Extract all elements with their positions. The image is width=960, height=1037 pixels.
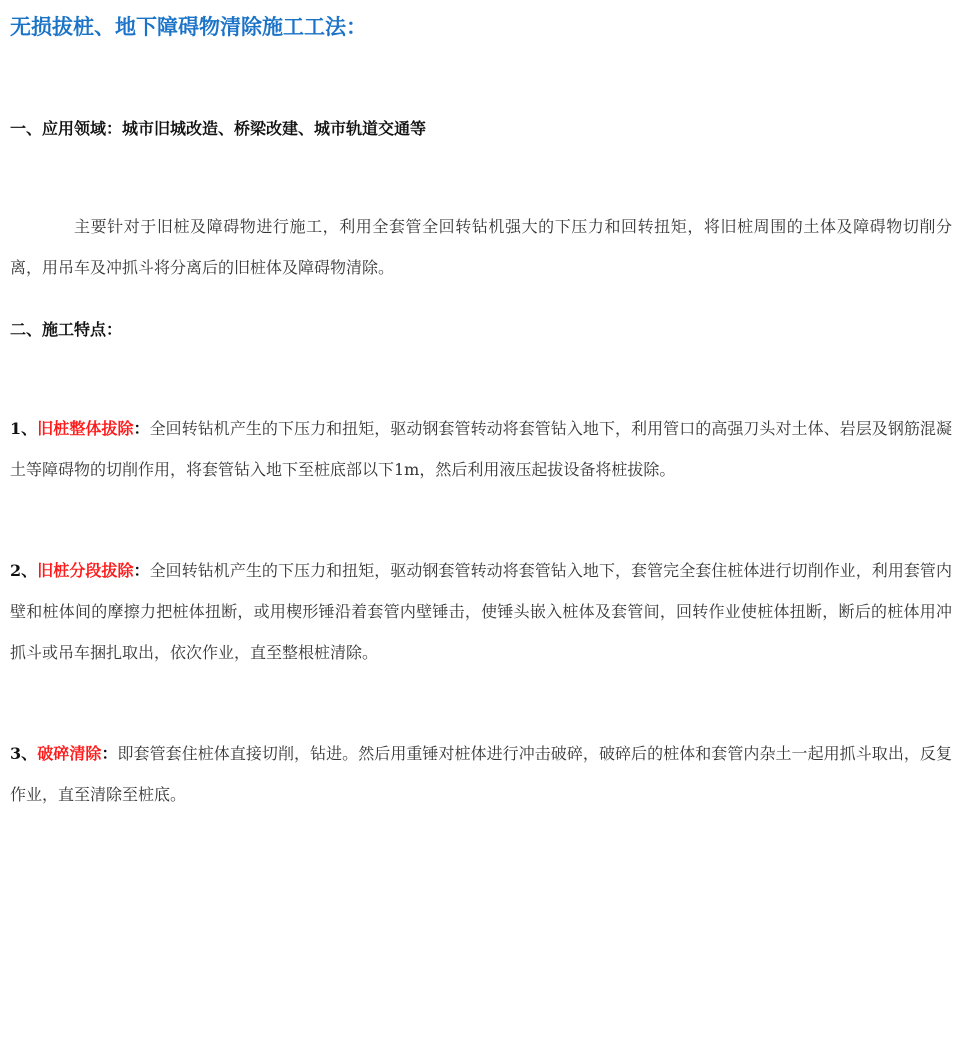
feature-item-number: 3、 — [10, 744, 38, 763]
feature-item-2 — [10, 550, 952, 673]
feature-item-number: 1、 — [10, 419, 38, 438]
feature-item-colon: ： — [101, 744, 118, 763]
section-heading-features: 二、施工特点： — [10, 320, 123, 339]
feature-item-highlight: 破碎清除 — [37, 744, 102, 763]
feature-item-number: 2、 — [10, 561, 38, 580]
section-paragraph-application: 主要针对于旧桩及障碍物进行施工，利用全套管全回转钻机强大的下压力和回转扭矩，将旧桩周围的土体及障碍物切削分离，用吊车及冲抓斗将分离后的旧桩体及障碍物清除。 — [10, 217, 952, 277]
feature-item-text: 全回转钻机产生的下压力和扭矩，驱动钢套管转动将套管钻入地下，利用管口的高强刀头对土体、岩层及钢筋混凝土等障碍物的切削作用，将套管钻入地下至桩底部以下1m，然后利用液压起拔设备将桩拔除。 — [10, 419, 952, 479]
feature-item-1 — [10, 408, 952, 490]
page-title: 无损拔桩、地下障碍物清除施工工法： — [10, 15, 367, 39]
feature-item-3 — [10, 733, 952, 815]
feature-item-colon: ： — [133, 561, 150, 580]
feature-item-text: 全回转钻机产生的下压力和扭矩，驱动钢套管转动将套管钻入地下，套管完全套住桩体进行切削作业，利用套管内壁和桩体间的摩擦力把桩体扭断，或用楔形锤沿着套管内壁锤击，使锤头嵌入桩体及套管间，回转作业使桩体扭断，断后的桩体用冲抓斗或吊车捆扎取出，依次作业，直至整根桩清除。 — [10, 561, 952, 662]
section-heading-application: 一、应用领域：城市旧城改造、桥梁改建、城市轨道交通等 — [10, 119, 427, 138]
feature-item-highlight: 旧桩分段拔除 — [37, 561, 134, 580]
feature-item-text: 即套管套住桩体直接切削，钻进。然后用重锤对桩体进行冲击破碎，破碎后的桩体和套管内杂土一起用抓斗取出，反复作业，直至清除至桩底。 — [10, 744, 952, 804]
feature-item-highlight: 旧桩整体拔除 — [37, 419, 134, 438]
feature-item-colon: ： — [133, 419, 150, 438]
